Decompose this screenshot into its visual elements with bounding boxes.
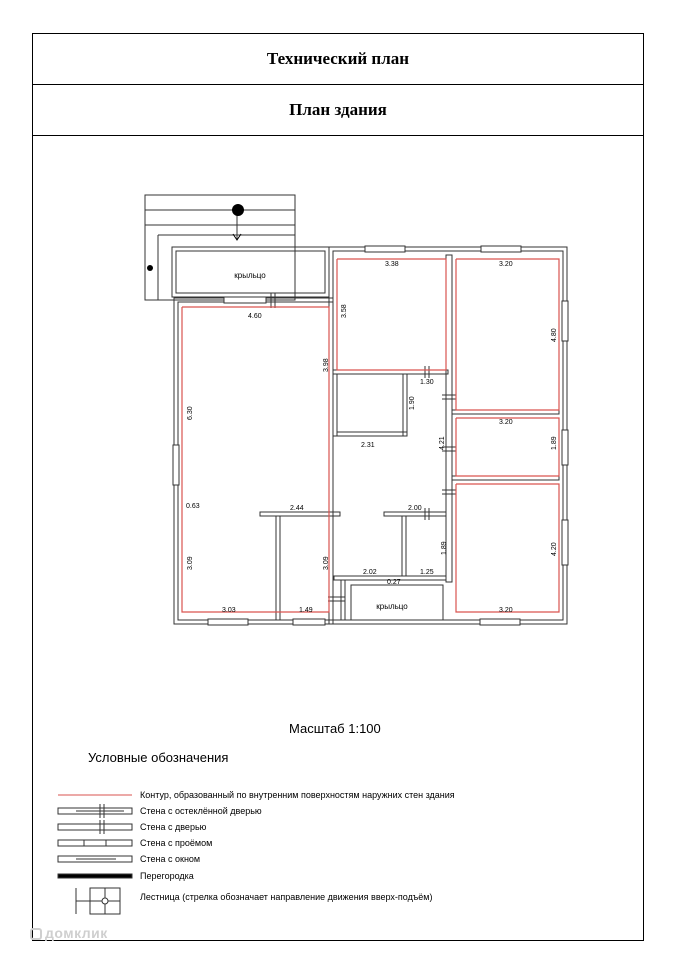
porch-bottom-label: крыльцо (376, 602, 408, 611)
dimension-label: 2.00 (408, 505, 422, 512)
dimension-label: 3.58 (341, 304, 348, 318)
dimension-label: 0.63 (186, 503, 200, 510)
dimension-label: 3.20 (499, 419, 513, 426)
dimension-label: 1.89 (441, 541, 448, 555)
dimension-label: 4.21 (439, 436, 446, 450)
document-title: Технический план (33, 34, 643, 85)
legend-title: Условные обозначения (88, 750, 229, 765)
scale-label: Масштаб 1:100 (289, 721, 381, 736)
legend-stairs-symbol (76, 888, 120, 914)
dimension-label: 3.98 (323, 358, 330, 372)
porch-top-label: крыльцо (234, 271, 266, 280)
legend-opening-symbol (58, 840, 132, 846)
dimension-label: 4.60 (248, 313, 262, 320)
legend-glazed-door-symbol (58, 804, 132, 818)
dimension-label: 0.27 (387, 579, 401, 586)
dimension-label: 2.31 (361, 442, 375, 449)
legend-item-stairs: Лестница (стрелка обозначает направление движения вверх-подъём) (140, 892, 433, 902)
stairs-side-dot (147, 265, 153, 271)
watermark-text: домклик (45, 925, 108, 941)
domclick-logo-icon (30, 928, 42, 940)
legend-item-partition: Перегородка (140, 871, 194, 881)
dimension-label: 3.20 (499, 261, 513, 268)
dimension-label: 3.38 (385, 261, 399, 268)
dimension-label: 3.09 (187, 556, 194, 570)
legend-item-window: Стена с окном (140, 854, 201, 864)
legend-partition-symbol (58, 874, 132, 878)
legend-item-door: Стена с дверью (140, 822, 207, 832)
dimension-label: 2.02 (363, 569, 377, 576)
dimension-label: 1.89 (551, 436, 558, 450)
legend-item-glazed-door: Стена с остеклённой дверью (140, 806, 262, 816)
stairs-start-dot (232, 204, 244, 216)
dimension-label: 6.30 (187, 406, 194, 420)
dimension-labels (186, 261, 558, 614)
dimension-label: 1.30 (420, 379, 434, 386)
dimension-label: 2.44 (290, 505, 304, 512)
watermark (30, 925, 108, 941)
legend-item-opening: Стена с проёмом (140, 838, 213, 848)
dimension-label: 1.49 (299, 607, 313, 614)
legend-door-symbol (58, 820, 132, 834)
partitions (260, 255, 559, 620)
dimension-label: 1.25 (420, 569, 434, 576)
legend-item-contour: Контур, образованный по внутренним поверхностям наружних стен здания (140, 790, 455, 800)
dimension-label: 3.03 (222, 607, 236, 614)
dimension-label: 1.90 (409, 396, 416, 410)
dimension-label: 4.20 (551, 542, 558, 556)
legend-window-symbol (58, 856, 132, 862)
legend-symbols (58, 795, 132, 914)
dimension-label: 3.09 (323, 556, 330, 570)
dimension-label: 4.80 (551, 328, 558, 342)
dimension-label: 3.20 (499, 607, 513, 614)
plan-title: План здания (33, 85, 643, 136)
